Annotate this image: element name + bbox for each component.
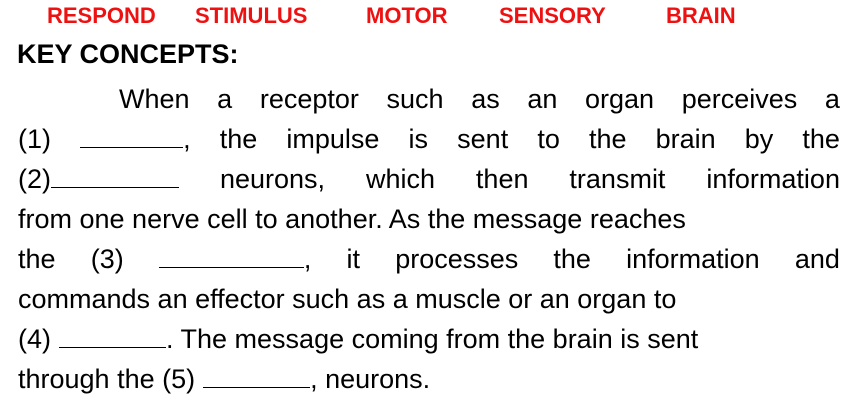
word: an	[527, 84, 558, 114]
blank-number-1: (1)	[18, 124, 51, 154]
word-bank-item-stimulus: STIMULUS	[195, 3, 308, 28]
answer-blank-5	[203, 363, 310, 388]
word: transmit	[569, 164, 666, 194]
word-bank	[0, 2, 854, 30]
word: organ	[585, 84, 655, 114]
paragraph-line-7	[18, 320, 840, 360]
paragraph-text: through the (5)	[18, 364, 196, 394]
paragraph-text: commands an effector such as a muscle or an organ to	[18, 284, 677, 314]
paragraph-line-4	[18, 200, 840, 240]
paragraph-text: , neurons.	[310, 364, 431, 394]
word-bank-item-brain: BRAIN	[666, 3, 736, 28]
word: which	[365, 164, 435, 194]
answer-blank-4	[59, 323, 166, 348]
paragraph-text: . The message coming from the brain is sent	[166, 324, 699, 354]
answer-blank-1	[80, 123, 183, 148]
word: brain	[655, 124, 716, 154]
word: the	[219, 124, 258, 154]
word: sent	[457, 124, 509, 154]
word: receptor	[259, 84, 359, 114]
paragraph-line-5	[18, 240, 840, 280]
word-bank-item-motor: MOTOR	[366, 3, 448, 28]
word: and	[794, 244, 840, 274]
blank-number-3: (3)	[90, 244, 124, 274]
word: information	[706, 164, 840, 194]
word: the	[18, 244, 56, 274]
paragraph-line-1	[18, 80, 840, 120]
blank-1-group	[80, 120, 191, 158]
word: perceives	[681, 84, 798, 114]
answer-blank-3	[159, 243, 304, 268]
word: neurons,	[219, 164, 326, 194]
word: is	[408, 124, 429, 154]
paragraph-line-8	[18, 360, 840, 400]
paragraph-line-6	[18, 280, 840, 320]
word: as	[471, 84, 500, 114]
paragraph-line-3	[18, 160, 840, 200]
word: such	[386, 84, 444, 114]
word: impulse	[286, 124, 380, 154]
word-bank-item-respond: RESPOND	[47, 3, 156, 28]
comma: ,	[183, 124, 191, 154]
paragraph-text: from one nerve cell to another. As the message reaches	[18, 204, 686, 234]
comma: ,	[303, 244, 312, 274]
word: it	[346, 244, 361, 274]
word: information	[626, 244, 760, 274]
blank-3-group	[159, 240, 312, 278]
key-concepts-paragraph	[18, 80, 840, 400]
blank-number-2: (2)	[18, 164, 51, 194]
word: a	[217, 84, 233, 114]
word-bank-item-sensory: SENSORY	[499, 3, 606, 28]
word: the	[802, 124, 840, 154]
word: the	[588, 124, 627, 154]
answer-blank-2	[51, 163, 179, 188]
paragraph-line-2	[18, 120, 840, 160]
word: a	[824, 84, 840, 114]
word: When	[119, 84, 190, 114]
word: the	[553, 244, 591, 274]
word: then	[475, 164, 529, 194]
word: to	[537, 124, 560, 154]
blank-number-4: (4)	[18, 324, 51, 354]
word: by	[744, 124, 774, 154]
blank-2-group	[18, 160, 179, 198]
word: processes	[395, 244, 519, 274]
page-title: KEY CONCEPTS:	[17, 39, 239, 69]
